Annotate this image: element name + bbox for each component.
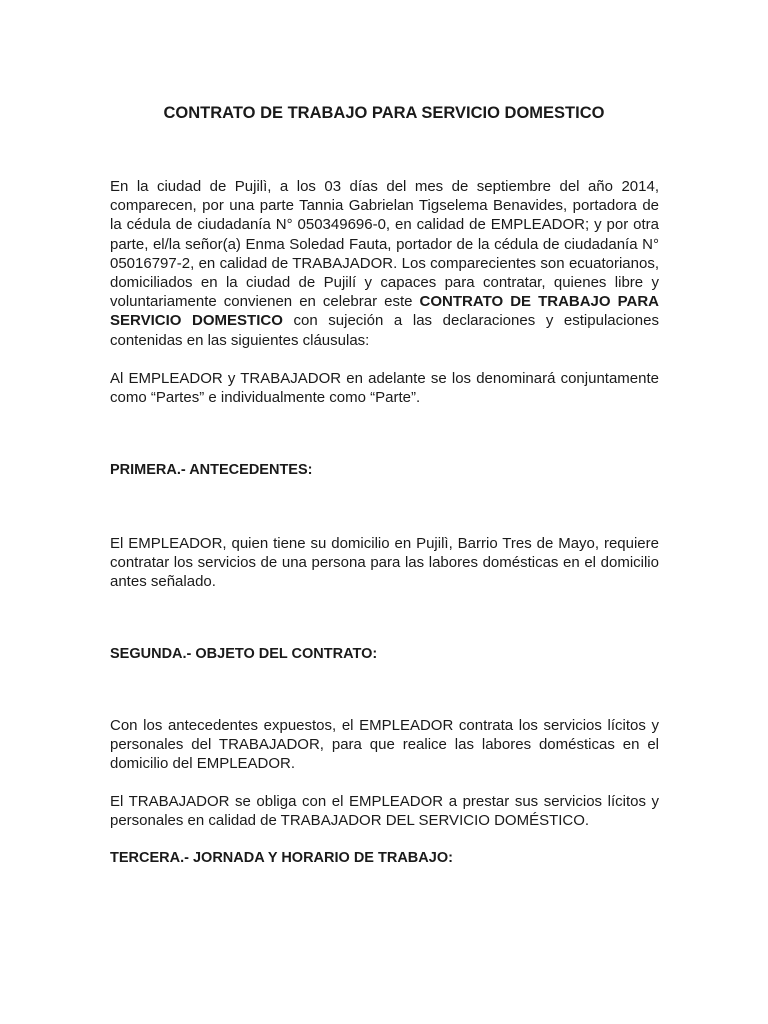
parties-paragraph: Al EMPLEADOR y TRABAJADOR en adelante se los denominará conjuntamente como “Partes” e individualmente como “Parte”. [110, 370, 659, 407]
intro-text-before: En la ciudad de Pujilì, a los 03 días del mes de septiembre del año 2014, comparecen, por una parte Tannia Gabrielan Tigselema Benavides, portadora de la cédula de ciudadanía N° 050349696-0, en calidad de EMPLEADOR; y por otra parte, el/la señor(a) Enma Soledad Fauta, portador de la cédula de ciudadanía N° 05016797-2, en calidad de TRABAJADOR. Los comparecientes son ecuatorianos, domiciliados en la ciudad de Pujilí y capaces para contratar, quienes libre y voluntariamente convienen en celebrar este [110, 178, 659, 311]
clause-primera-heading: PRIMERA.- ANTECEDENTES: [110, 462, 313, 478]
clause-segunda-paragraph-1: Con los antecedentes expuestos, el EMPLEADOR contrata los servicios lícitos y personales del TRABAJADOR, para que realice las labores domésticas en el domicilio del EMPLEADOR. [110, 717, 659, 773]
intro-paragraph [110, 177, 659, 350]
intro-contract-name: CONTRATO DE TRABAJO PARA SERVICIO DOMESTICO [110, 293, 659, 330]
document-title: CONTRATO DE TRABAJO PARA SERVICIO DOMESTICO [163, 104, 605, 122]
clause-primera-paragraph: El EMPLEADOR, quien tiene su domicilio en Pujilì, Barrio Tres de Mayo, requiere contratar los servicios de una persona para las labores domésticas en el domicilio antes señalado. [110, 535, 659, 591]
clause-segunda-heading: SEGUNDA.- OBJETO DEL CONTRATO: [110, 646, 378, 662]
clause-tercera-heading: TERCERA.- JORNADA Y HORARIO DE TRABAJO: [110, 850, 453, 866]
intro-text-after: con sujeción a las declaraciones y estipulaciones contenidas en las siguientes cláusulas: [110, 312, 659, 349]
clause-segunda-paragraph-2: El TRABAJADOR se obliga con el EMPLEADOR a prestar sus servicios lícitos y personales en calidad de TRABAJADOR DEL SERVICIO DOMÉSTICO. [110, 793, 659, 830]
